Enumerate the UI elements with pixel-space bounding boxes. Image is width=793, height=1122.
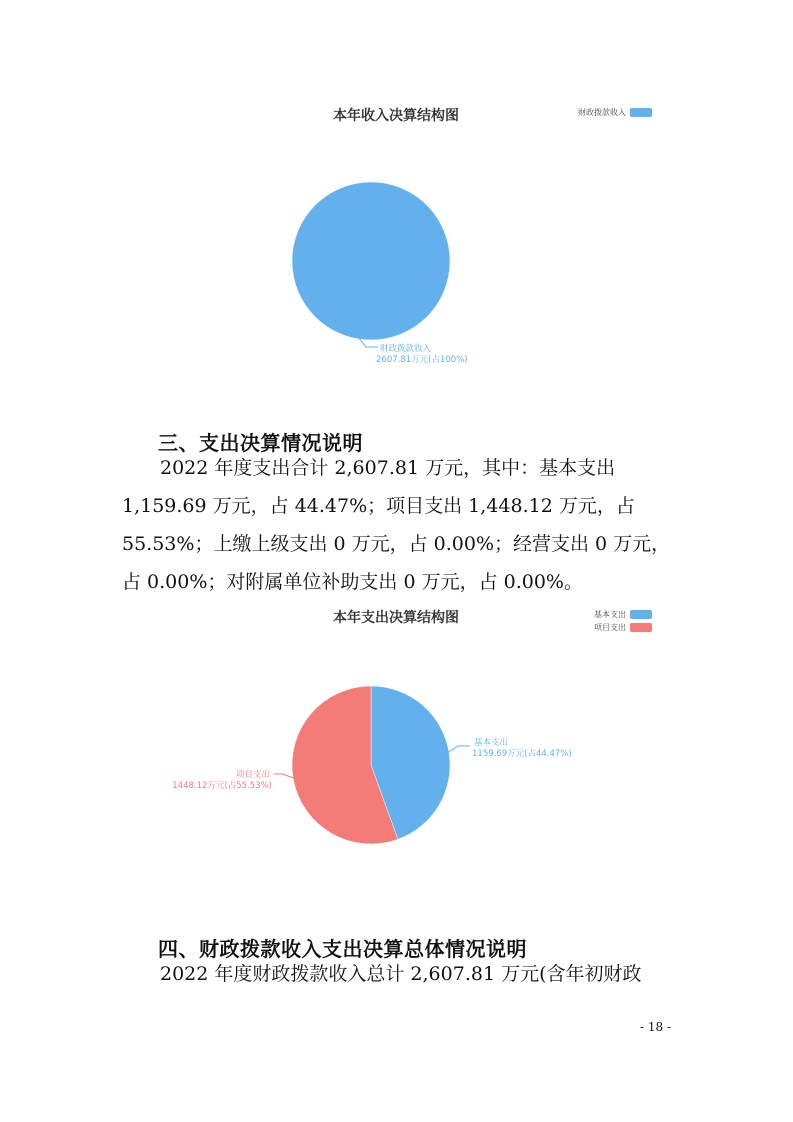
chart-title: 本年收入决算结构图 <box>333 108 459 124</box>
slice-label-basic-value: 1159.69万元(占44.47%) <box>472 749 572 759</box>
legend-label-project: 项目支出 <box>594 623 626 632</box>
paragraph-expenditure <box>122 449 682 601</box>
section-heading-expenditure: 三、支出决算情况说明 <box>158 430 363 455</box>
text-line: 2022 年度支出合计 2,607.81 万元，其中：基本支出 <box>160 457 616 479</box>
income-chart-svg <box>0 90 793 390</box>
text-line: 2022 年度财政拨款收入总计 2,607.81 万元(含年初财政 <box>160 963 642 985</box>
text-line: 1,159.69 万元，占 44.47%；项目支出 1,448.12 万元，占 <box>122 495 635 517</box>
legend <box>594 609 652 632</box>
slice-label-project <box>172 769 294 791</box>
section-heading-fiscal-overview: 四、财政拨款收入支出决算总体情况说明 <box>158 936 527 961</box>
slice-label-project-name: 项目支出 <box>235 770 270 780</box>
paragraph-fiscal-overview <box>122 955 682 993</box>
pie-slice-0 <box>292 182 450 340</box>
income-structure-chart <box>0 90 793 390</box>
pie-slices <box>292 686 450 844</box>
legend <box>578 107 652 117</box>
page-number: - 18 - <box>640 1020 672 1034</box>
leader-line-project <box>274 774 294 778</box>
chart-title: 本年支出决算结构图 <box>333 610 459 626</box>
text-line: 占 0.00%；对附属单位补助支出 0 万元，占 0.00%。 <box>122 571 583 593</box>
legend-swatch-project <box>630 623 652 632</box>
slice-label-project-value: 1448.12万元(占55.53%) <box>172 781 272 791</box>
text-line: 55.53%；上缴上级支出 0 万元，占 0.00%；经营支出 0 万元， <box>122 533 671 555</box>
legend-swatch-fiscal-income <box>630 108 652 117</box>
expenditure-structure-chart <box>0 598 793 878</box>
legend-label-basic: 基本支出 <box>594 610 626 619</box>
slice-label-name: 财政拨款收入 <box>380 344 432 354</box>
legend-swatch-basic <box>630 610 652 619</box>
slice-label-basic-name: 基本支出 <box>474 738 509 748</box>
legend-label-fiscal-income: 财政拨款收入 <box>578 108 626 117</box>
slice-label-group <box>358 337 468 365</box>
slice-label-basic <box>444 737 572 759</box>
slice-label-value: 2607.81万元(占100%) <box>376 355 468 365</box>
pie-slices <box>292 182 450 340</box>
expenditure-chart-svg <box>0 598 793 878</box>
